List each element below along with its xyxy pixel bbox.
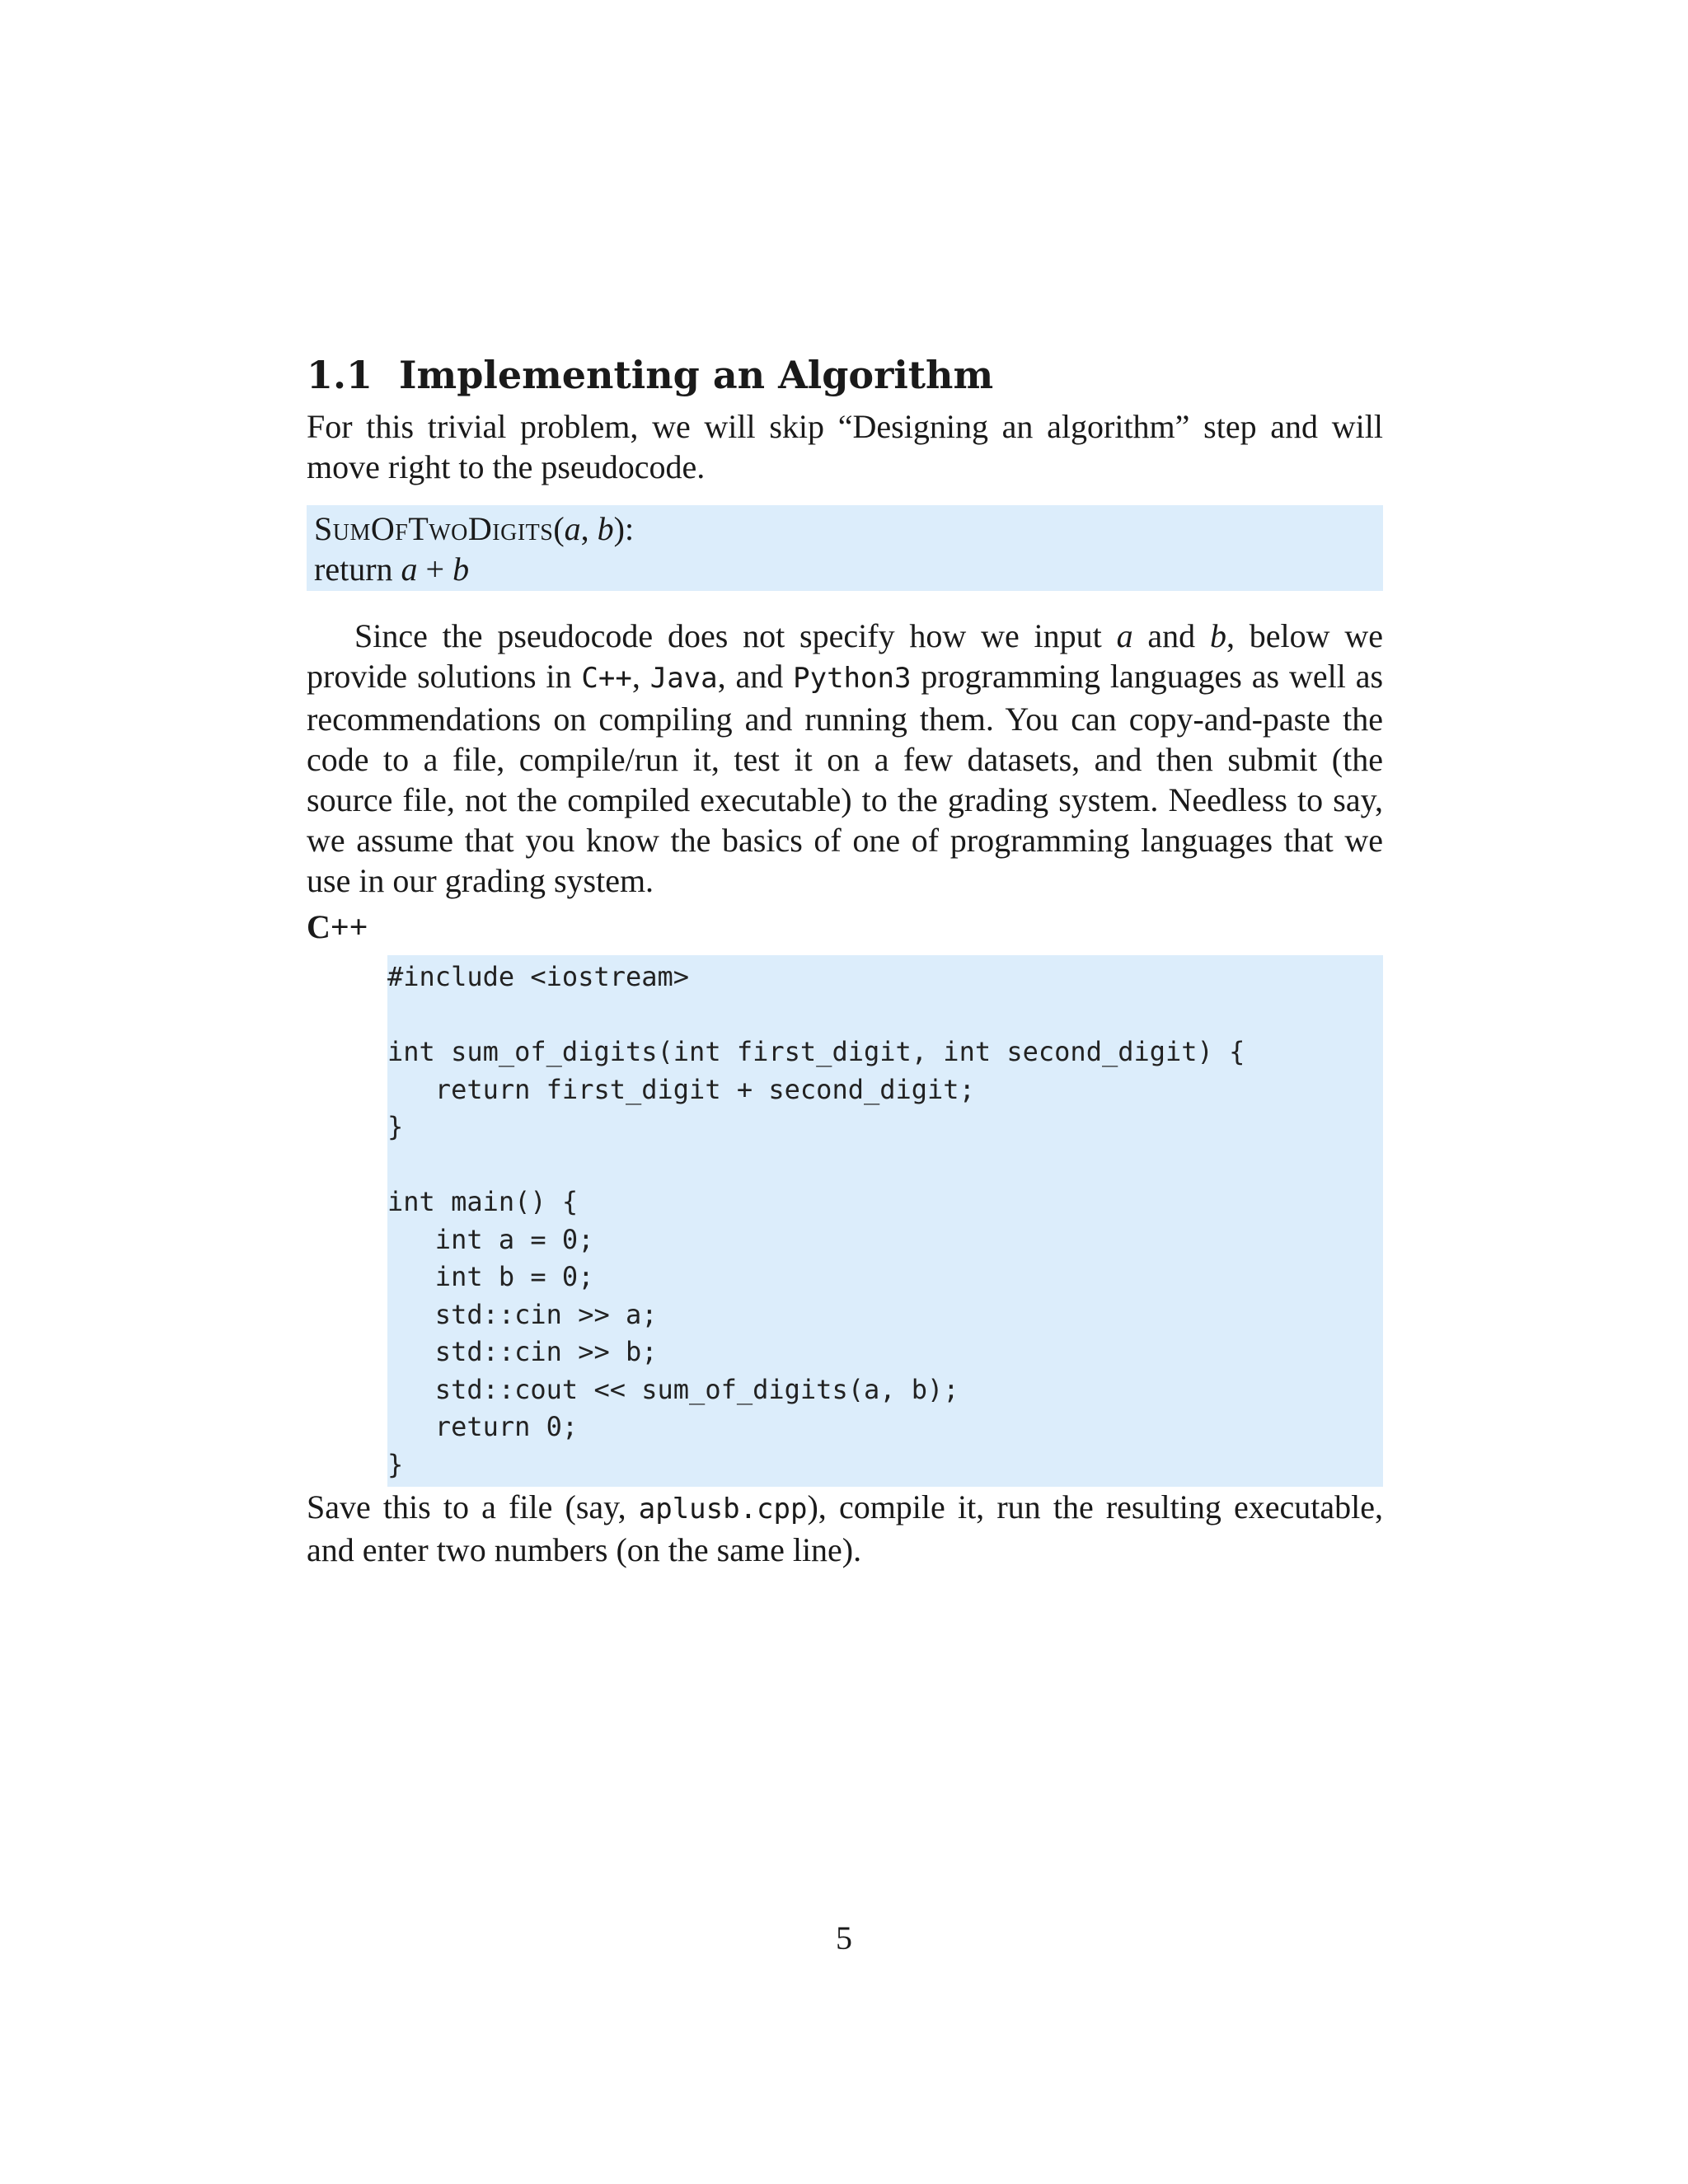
- after-code-text-2: ), compile it, run the resulting executable, and enter two numbers (on the same line).: [307, 1488, 1383, 1568]
- pseudocode-plus: +: [417, 551, 453, 588]
- pseudocode-return-b: b: [452, 551, 470, 588]
- explanation-text-5: , and: [717, 658, 794, 695]
- code-line: }: [387, 1111, 404, 1142]
- explanation-text-6: programming languages as well as recommendations on compiling and running them. You can copy-and-paste the code to a file, compile/run it, test it on a few datasets, and then submit (the source file, not the compiled executable) to the grading system. Needless to say, we assume that you know the basics of one of programming languages that we use in our grading system.: [307, 658, 1384, 899]
- inline-lang-cpp: C++: [581, 662, 632, 695]
- code-line: [387, 1146, 1383, 1184]
- section-title: Implementing an Algorithm: [399, 353, 994, 397]
- code-line: std::cin >> a;: [387, 1298, 658, 1330]
- code-line: std::cout << sum_of_digits(a, b);: [387, 1373, 959, 1405]
- inline-lang-java: Java: [649, 662, 718, 695]
- explanation-var-b: b: [1209, 617, 1226, 654]
- pseudocode-block: [307, 505, 1383, 591]
- pseudocode-param-a: a: [564, 510, 581, 547]
- explanation-var-a: a: [1116, 617, 1133, 654]
- pseudocode-function-name: SumOfTwoDigits: [314, 510, 554, 547]
- page-content: [307, 350, 1383, 1570]
- after-code-text-1: Save this to a file (say,: [307, 1488, 639, 1526]
- cpp-heading: C++: [307, 908, 368, 945]
- after-code-paragraph: [307, 1487, 1383, 1570]
- pseudocode-return-a: a: [401, 551, 418, 588]
- cpp-code-block: [387, 955, 1383, 1487]
- pseudocode-comma: ,: [580, 510, 598, 547]
- section-heading: [307, 350, 1383, 400]
- pseudocode-signature: [314, 509, 1376, 549]
- code-line: int main() {: [387, 1186, 579, 1217]
- explanation-text-1: Since the pseudocode does not specify how we input: [354, 617, 1117, 654]
- section-number: 1.1: [307, 353, 373, 397]
- explanation-text-2: and: [1132, 617, 1210, 654]
- page-number: 5: [836, 1919, 852, 1957]
- pseudocode-paren-open: (: [553, 510, 565, 547]
- code-line: int b = 0;: [387, 1261, 594, 1292]
- explanation-text-4: ,: [631, 658, 650, 695]
- explanation-paragraph: [307, 616, 1383, 901]
- code-line: return first_digit + second_digit;: [387, 1073, 975, 1105]
- inline-filename: aplusb.cpp: [638, 1493, 808, 1526]
- pseudocode-param-b: b: [597, 510, 614, 547]
- code-line: std::cin >> b;: [387, 1336, 658, 1367]
- pseudocode-return-keyword: return: [314, 551, 401, 588]
- code-line: }: [387, 1448, 404, 1480]
- code-line: [387, 996, 1383, 1034]
- intro-paragraph: For this trivial problem, we will skip “Designing an algorithm” step and will move right to the pseudocode.: [307, 408, 1383, 485]
- code-line: int sum_of_digits(int first_digit, int second_digit) {: [387, 1036, 1245, 1067]
- pseudocode-paren-close: ):: [613, 510, 635, 547]
- explanation-text-3: , below we provide solutions in: [307, 617, 1383, 695]
- code-line: #include <iostream>: [387, 961, 690, 992]
- code-line: int a = 0;: [387, 1223, 594, 1255]
- inline-lang-python: Python3: [793, 662, 912, 695]
- pseudocode-return-line: [314, 549, 1376, 589]
- code-line: return 0;: [387, 1411, 579, 1442]
